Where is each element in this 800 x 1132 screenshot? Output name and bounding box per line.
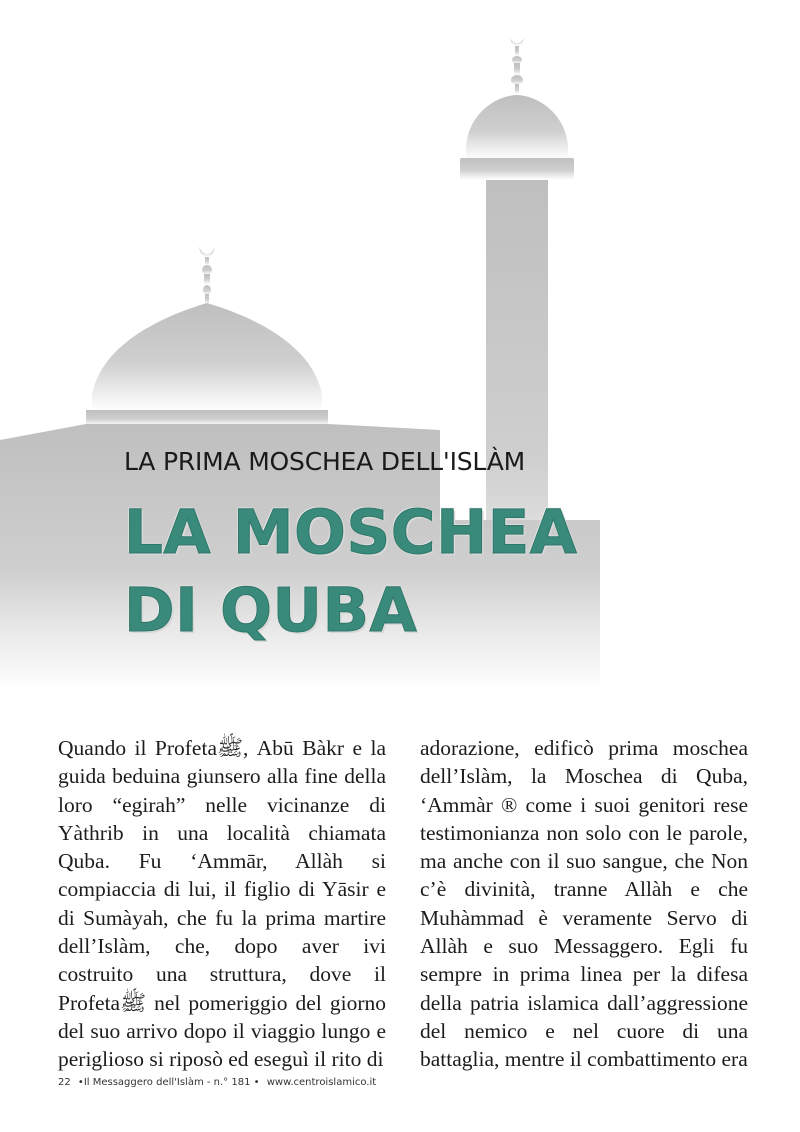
title-line-2: DI QUBA <box>124 575 418 646</box>
article-kicker: LA PRIMA MOSCHEA DELL'ISLÀM <box>124 447 525 476</box>
page-footer <box>58 1077 380 1088</box>
title-line-1: LA MOSCHEA <box>124 497 578 568</box>
article-paragraph: adorazione, edificò prima moschea dell’Islàm, la Moschea di Quba, ‘Ammàr ® come i suoi genitori rese testimonianza non solo con le parole, ma anche con il suo sangue, che Non c’è divinità, tranne Allàh e che Muhàmmad è veramente Servo di Allàh e suo Messaggero. Egli fu sempre in prima linea per la difesa della patria islamica dall’aggressione del nemico e nel cuore di una battaglia, mentre il combattimento era <box>420 736 748 1072</box>
publication-name: •Il Messaggero dell'Islàm - n.° 181 • <box>77 1077 260 1088</box>
article-column-right <box>420 734 748 1074</box>
article-column-left <box>58 734 386 1074</box>
dome-crescent-icon <box>199 245 215 257</box>
page-number: 22 <box>58 1077 71 1088</box>
website-link[interactable]: www.centroislamico.it <box>266 1077 377 1088</box>
article-paragraph: Quando il Profetaﷺ, Abū Bàkr e la guida beduina giunsero alla fine della loro “egirah” nelle vicinanze di Yàthrib in una località chiamata Quba. Fu ‘Ammār, Allàh si compiaccia di lui, il figlio di Yāsir e di Sumàyah, che fu la prima martire dell’Islàm, che, dopo aver ivi costruito una struttura, dove il Profetaﷺ nel pomeriggio del giorno del suo arrivo dopo il viaggio lungo e periglioso si riposò ed eseguì il rito di <box>58 736 386 1072</box>
article-body <box>58 734 748 1074</box>
minaret-crescent-icon <box>509 34 525 46</box>
article-title <box>124 494 684 650</box>
